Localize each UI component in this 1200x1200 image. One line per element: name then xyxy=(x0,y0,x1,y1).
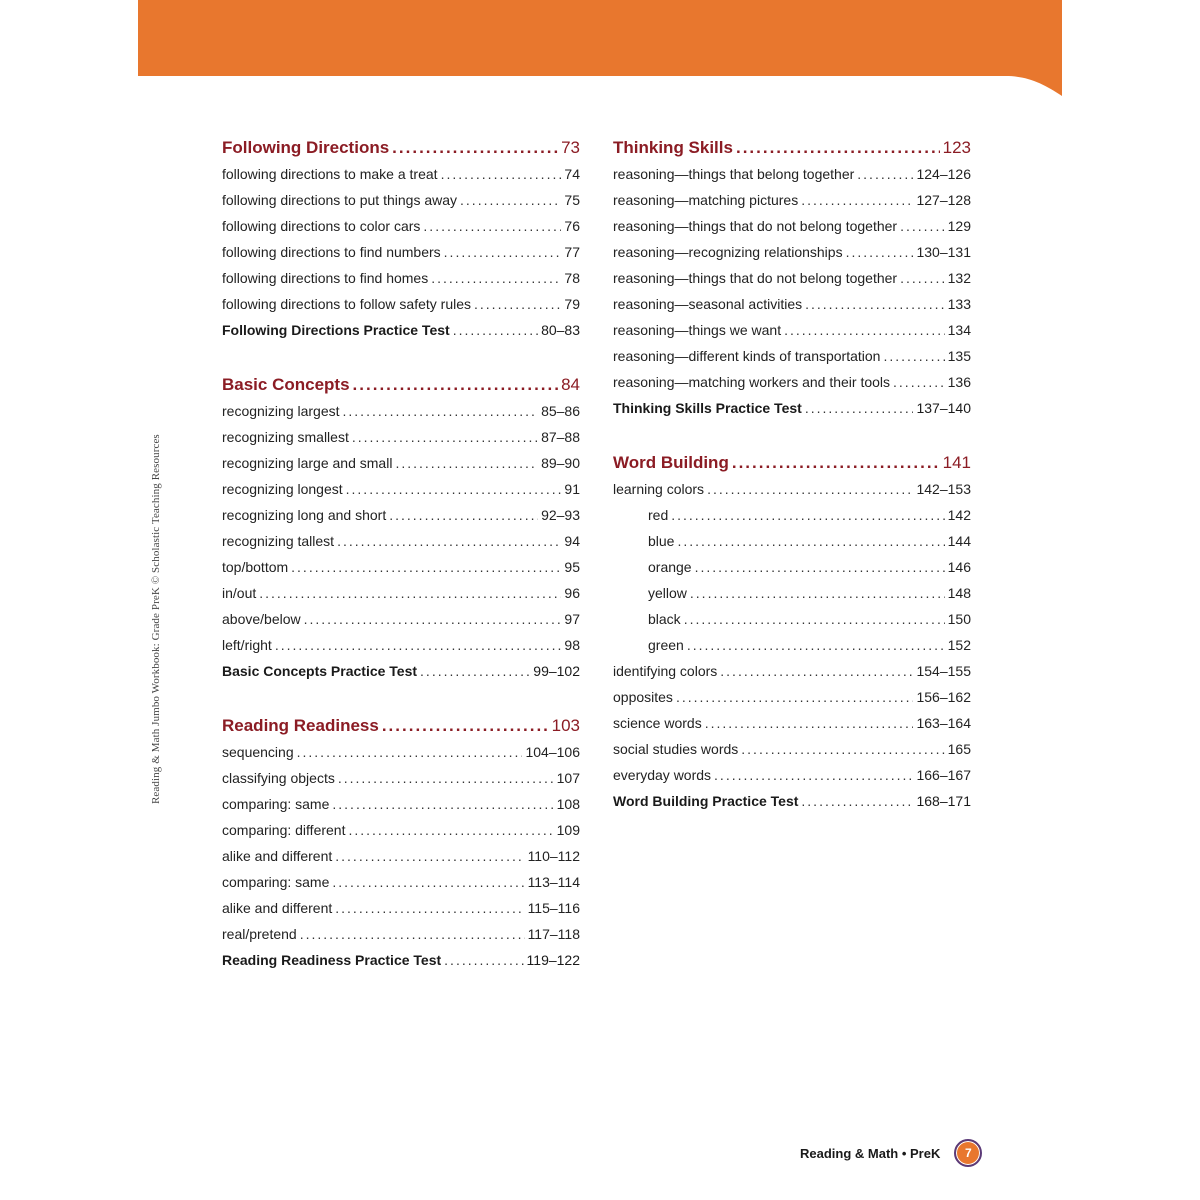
toc-entry-label: reasoning—matching pictures xyxy=(613,192,799,208)
dot-leader xyxy=(695,554,945,580)
toc-subentry xyxy=(613,580,971,606)
toc-entry-page: 107 xyxy=(556,770,580,786)
toc-subentry-label: red xyxy=(648,507,669,523)
section-heading-page: 73 xyxy=(561,138,580,157)
toc-subentry-page: 150 xyxy=(947,611,971,627)
toc-entry xyxy=(222,632,580,658)
toc-entry xyxy=(222,765,580,791)
toc-entry-page: 87–88 xyxy=(541,429,580,445)
dot-leader xyxy=(335,843,524,869)
section-heading-page: 123 xyxy=(942,138,971,157)
dot-leader xyxy=(671,502,944,528)
toc-entry xyxy=(222,265,580,291)
dot-leader xyxy=(420,658,530,684)
toc-subentry-page: 152 xyxy=(947,637,971,653)
toc-entry xyxy=(222,869,580,895)
dot-leader xyxy=(720,658,913,684)
toc-entry-label: alike and different xyxy=(222,900,333,916)
toc-entry-label: reasoning—things we want xyxy=(613,322,782,338)
dot-leader xyxy=(893,369,945,395)
dot-leader xyxy=(805,395,914,421)
toc-section xyxy=(222,371,580,684)
dot-leader xyxy=(687,632,945,658)
toc-entry-label: reasoning—things that belong together xyxy=(613,166,855,182)
toc-entry-label: recognizing largest xyxy=(222,403,340,419)
toc-entry-page: 108 xyxy=(556,796,580,812)
dot-leader xyxy=(291,554,561,580)
section-heading-page: 141 xyxy=(942,453,971,472)
toc-entry xyxy=(222,424,580,450)
side-credit: Reading & Math Jumbo Workbook: Grade PreK © Scholastic Teaching Resources xyxy=(150,434,162,804)
toc-entry-label: reasoning—things that do not belong together xyxy=(613,270,898,286)
practice-test-entry xyxy=(613,395,971,421)
dot-leader xyxy=(395,450,538,476)
dot-leader xyxy=(338,765,554,791)
toc-entry-page: 77 xyxy=(564,244,580,260)
toc-subentry-page: 142 xyxy=(947,507,971,523)
toc-entry-page: 133 xyxy=(947,296,971,312)
toc-entry-page: 76 xyxy=(564,218,580,234)
toc-entry xyxy=(613,187,971,213)
toc-entry-page: 115–116 xyxy=(527,900,580,916)
dot-leader xyxy=(353,371,559,398)
section-heading xyxy=(222,134,580,161)
toc-entry xyxy=(222,554,580,580)
dot-leader xyxy=(431,265,561,291)
dot-leader xyxy=(335,895,524,921)
section-heading xyxy=(222,371,580,398)
toc-entry xyxy=(222,921,580,947)
toc-entry-label: top/bottom xyxy=(222,559,289,575)
dot-leader xyxy=(297,739,523,765)
toc-entry-label: classifying objects xyxy=(222,770,335,786)
toc-entry-label: above/below xyxy=(222,611,301,627)
practice-test-entry-label: Basic Concepts Practice Test xyxy=(222,663,418,679)
dot-leader xyxy=(857,161,913,187)
dot-leader xyxy=(332,791,553,817)
toc-subentry xyxy=(613,528,971,554)
toc-entry-label: comparing: same xyxy=(222,874,330,890)
dot-leader xyxy=(677,528,944,554)
dot-leader xyxy=(300,921,525,947)
toc-entry xyxy=(613,762,971,788)
header-band-shape xyxy=(138,0,1062,96)
dot-leader xyxy=(332,869,524,895)
dot-leader xyxy=(801,187,913,213)
dot-leader xyxy=(346,476,562,502)
toc-entry-page: 91 xyxy=(564,481,580,497)
footer-title: Reading & Math • PreK xyxy=(800,1145,941,1161)
toc-entry xyxy=(613,291,971,317)
toc-subentry xyxy=(613,606,971,632)
section-heading xyxy=(613,134,971,161)
toc-section xyxy=(222,712,580,973)
toc-subentry xyxy=(613,632,971,658)
toc-entry-label: learning colors xyxy=(613,481,705,497)
dot-leader xyxy=(382,712,549,739)
toc-entry xyxy=(613,658,971,684)
toc-entry xyxy=(613,213,971,239)
toc-entry-label: recognizing long and short xyxy=(222,507,387,523)
toc-entry-label: identifying colors xyxy=(613,663,718,679)
dot-leader xyxy=(441,161,562,187)
toc-entry-label: science words xyxy=(613,715,702,731)
toc-entry xyxy=(613,710,971,736)
dot-leader xyxy=(474,291,561,317)
toc-entry xyxy=(222,502,580,528)
toc-subentry-label: blue xyxy=(648,533,675,549)
toc-entry-label: social studies words xyxy=(613,741,739,757)
dot-leader xyxy=(736,134,940,161)
dot-leader xyxy=(714,762,913,788)
toc-entry-label: alike and different xyxy=(222,848,333,864)
toc-entry xyxy=(222,606,580,632)
practice-test-entry-label: Word Building Practice Test xyxy=(613,793,799,809)
dot-leader xyxy=(423,213,561,239)
toc-entry-page: 129 xyxy=(947,218,971,234)
toc-entry xyxy=(222,843,580,869)
dot-leader xyxy=(705,710,914,736)
toc-entry-label: in/out xyxy=(222,585,257,601)
toc-entry-page: 98 xyxy=(564,637,580,653)
section-heading xyxy=(222,712,580,739)
practice-test-entry-page: 80–83 xyxy=(541,322,580,338)
toc-entry-label: real/pretend xyxy=(222,926,297,942)
toc-entry xyxy=(222,398,580,424)
toc-entry-page: 166–167 xyxy=(916,767,971,783)
toc-entry-page: 95 xyxy=(564,559,580,575)
dot-leader xyxy=(690,580,945,606)
toc-right-column xyxy=(613,134,971,842)
toc-entry-label: following directions to follow safety rules xyxy=(222,296,472,312)
toc-entry-page: 136 xyxy=(947,374,971,390)
toc-entry xyxy=(613,265,971,291)
dot-leader xyxy=(707,476,913,502)
toc-entry xyxy=(222,739,580,765)
toc-subentry-page: 144 xyxy=(947,533,971,549)
dot-leader xyxy=(453,317,538,343)
practice-test-entry xyxy=(222,658,580,684)
dot-leader xyxy=(732,449,940,476)
toc-entry xyxy=(613,239,971,265)
practice-test-entry-label: Thinking Skills Practice Test xyxy=(613,400,802,416)
toc-entry-page: 78 xyxy=(564,270,580,286)
toc-entry-page: 85–86 xyxy=(541,403,580,419)
dot-leader xyxy=(900,265,945,291)
section-heading-label: Basic Concepts xyxy=(222,375,350,394)
toc-entry-page: 97 xyxy=(564,611,580,627)
toc-entry xyxy=(613,343,971,369)
toc-section xyxy=(613,449,971,814)
dot-leader xyxy=(460,187,561,213)
toc-entry-page: 134 xyxy=(947,322,971,338)
toc-entry xyxy=(222,450,580,476)
dot-leader xyxy=(846,239,914,265)
toc-entry-page: 142–153 xyxy=(916,481,971,497)
toc-section xyxy=(613,134,971,421)
toc-entry xyxy=(613,684,971,710)
toc-entry xyxy=(222,187,580,213)
section-heading-label: Following Directions xyxy=(222,138,390,157)
toc-entry-page: 110–112 xyxy=(527,848,580,864)
toc-entry xyxy=(222,791,580,817)
page-number-badge: 7 xyxy=(954,1139,982,1167)
toc-entry xyxy=(222,895,580,921)
toc-entry xyxy=(222,817,580,843)
toc-entry-label: reasoning—different kinds of transportation xyxy=(613,348,881,364)
dot-leader xyxy=(784,317,945,343)
toc-entry-label: following directions to find homes xyxy=(222,270,429,286)
toc-subentry-page: 146 xyxy=(947,559,971,575)
header-band xyxy=(138,0,1062,96)
dot-leader xyxy=(337,528,561,554)
toc-entry-page: 156–162 xyxy=(916,689,971,705)
toc-subentry-label: yellow xyxy=(648,585,687,601)
toc-entry-label: opposites xyxy=(613,689,673,705)
toc-entry-page: 104–106 xyxy=(525,744,580,760)
toc-entry xyxy=(222,239,580,265)
practice-test-entry-label: Reading Readiness Practice Test xyxy=(222,952,442,968)
toc-entry-page: 79 xyxy=(564,296,580,312)
toc-subentry-label: orange xyxy=(648,559,692,575)
toc-entry-page: 127–128 xyxy=(916,192,971,208)
toc-entry-label: reasoning—things that do not belong together xyxy=(613,218,898,234)
toc-entry-label: reasoning—recognizing relationships xyxy=(613,244,843,260)
practice-test-entry xyxy=(222,317,580,343)
toc-entry-page: 89–90 xyxy=(541,455,580,471)
dot-leader xyxy=(684,606,945,632)
toc-entry-page: 135 xyxy=(947,348,971,364)
toc-entry-label: reasoning—matching workers and their tools xyxy=(613,374,891,390)
section-heading-page: 84 xyxy=(561,375,580,394)
toc-entry-label: recognizing smallest xyxy=(222,429,349,445)
toc-entry-label: recognizing tallest xyxy=(222,533,335,549)
toc-entry xyxy=(613,476,971,502)
dot-leader xyxy=(741,736,944,762)
toc-left-column xyxy=(222,134,580,1001)
toc-entry xyxy=(222,580,580,606)
dot-leader xyxy=(676,684,914,710)
toc-entry-page: 94 xyxy=(564,533,580,549)
toc-subentry xyxy=(613,554,971,580)
dot-leader xyxy=(444,239,562,265)
toc-subentry-label: green xyxy=(648,637,684,653)
dot-leader xyxy=(348,817,553,843)
dot-leader xyxy=(392,134,558,161)
toc-entry-label: left/right xyxy=(222,637,272,653)
practice-test-entry-page: 119–122 xyxy=(526,952,580,968)
dot-leader xyxy=(805,291,945,317)
dot-leader xyxy=(444,947,523,973)
toc-entry-label: sequencing xyxy=(222,744,294,760)
dot-leader xyxy=(259,580,561,606)
toc-entry-label: comparing: same xyxy=(222,796,330,812)
toc-entry xyxy=(222,528,580,554)
section-heading-label: Reading Readiness xyxy=(222,716,379,735)
toc-entry xyxy=(613,736,971,762)
toc-entry-label: recognizing large and small xyxy=(222,455,393,471)
toc-entry xyxy=(222,476,580,502)
toc-entry-label: following directions to make a treat xyxy=(222,166,438,182)
toc-entry-page: 96 xyxy=(564,585,580,601)
dot-leader xyxy=(304,606,562,632)
toc-entry xyxy=(222,213,580,239)
toc-entry xyxy=(222,161,580,187)
practice-test-entry-page: 168–171 xyxy=(916,793,971,809)
toc-entry-label: following directions to put things away xyxy=(222,192,458,208)
page-footer xyxy=(800,1138,982,1168)
toc-section xyxy=(222,134,580,343)
toc-entry-page: 163–164 xyxy=(916,715,971,731)
toc-subentry-label: black xyxy=(648,611,681,627)
section-heading-label: Word Building xyxy=(613,453,729,472)
toc-entry-page: 130–131 xyxy=(916,244,971,260)
toc-entry-label: following directions to color cars xyxy=(222,218,421,234)
toc-subentry-page: 148 xyxy=(947,585,971,601)
toc-entry xyxy=(613,369,971,395)
toc-entry-page: 109 xyxy=(556,822,580,838)
toc-entry-label: recognizing longest xyxy=(222,481,343,497)
toc-entry-page: 117–118 xyxy=(527,926,580,942)
dot-leader xyxy=(343,398,539,424)
toc-entry-page: 113–114 xyxy=(527,874,580,890)
section-heading-page: 103 xyxy=(551,716,580,735)
toc-entry-page: 154–155 xyxy=(916,663,971,679)
dot-leader xyxy=(801,788,913,814)
dot-leader xyxy=(275,632,562,658)
toc-entry-label: following directions to find numbers xyxy=(222,244,441,260)
dot-leader xyxy=(900,213,945,239)
toc-entry-label: reasoning—seasonal activities xyxy=(613,296,803,312)
toc-entry-label: everyday words xyxy=(613,767,712,783)
toc-entry-page: 132 xyxy=(947,270,971,286)
toc-entry-label: comparing: different xyxy=(222,822,346,838)
toc-entry-page: 75 xyxy=(564,192,580,208)
practice-test-entry xyxy=(222,947,580,973)
toc-entry-page: 92–93 xyxy=(541,507,580,523)
toc-entry-page: 165 xyxy=(947,741,971,757)
dot-leader xyxy=(883,343,944,369)
section-heading-label: Thinking Skills xyxy=(613,138,733,157)
practice-test-entry-page: 99–102 xyxy=(533,663,580,679)
toc-entry-page: 124–126 xyxy=(916,166,971,182)
toc-entry xyxy=(222,291,580,317)
section-heading xyxy=(613,449,971,476)
dot-leader xyxy=(352,424,538,450)
toc-entry-page: 74 xyxy=(564,166,580,182)
toc-entry xyxy=(613,161,971,187)
practice-test-entry xyxy=(613,788,971,814)
dot-leader xyxy=(389,502,538,528)
toc-entry xyxy=(613,317,971,343)
toc-subentry xyxy=(613,502,971,528)
practice-test-entry-label: Following Directions Practice Test xyxy=(222,322,450,338)
practice-test-entry-page: 137–140 xyxy=(916,400,971,416)
